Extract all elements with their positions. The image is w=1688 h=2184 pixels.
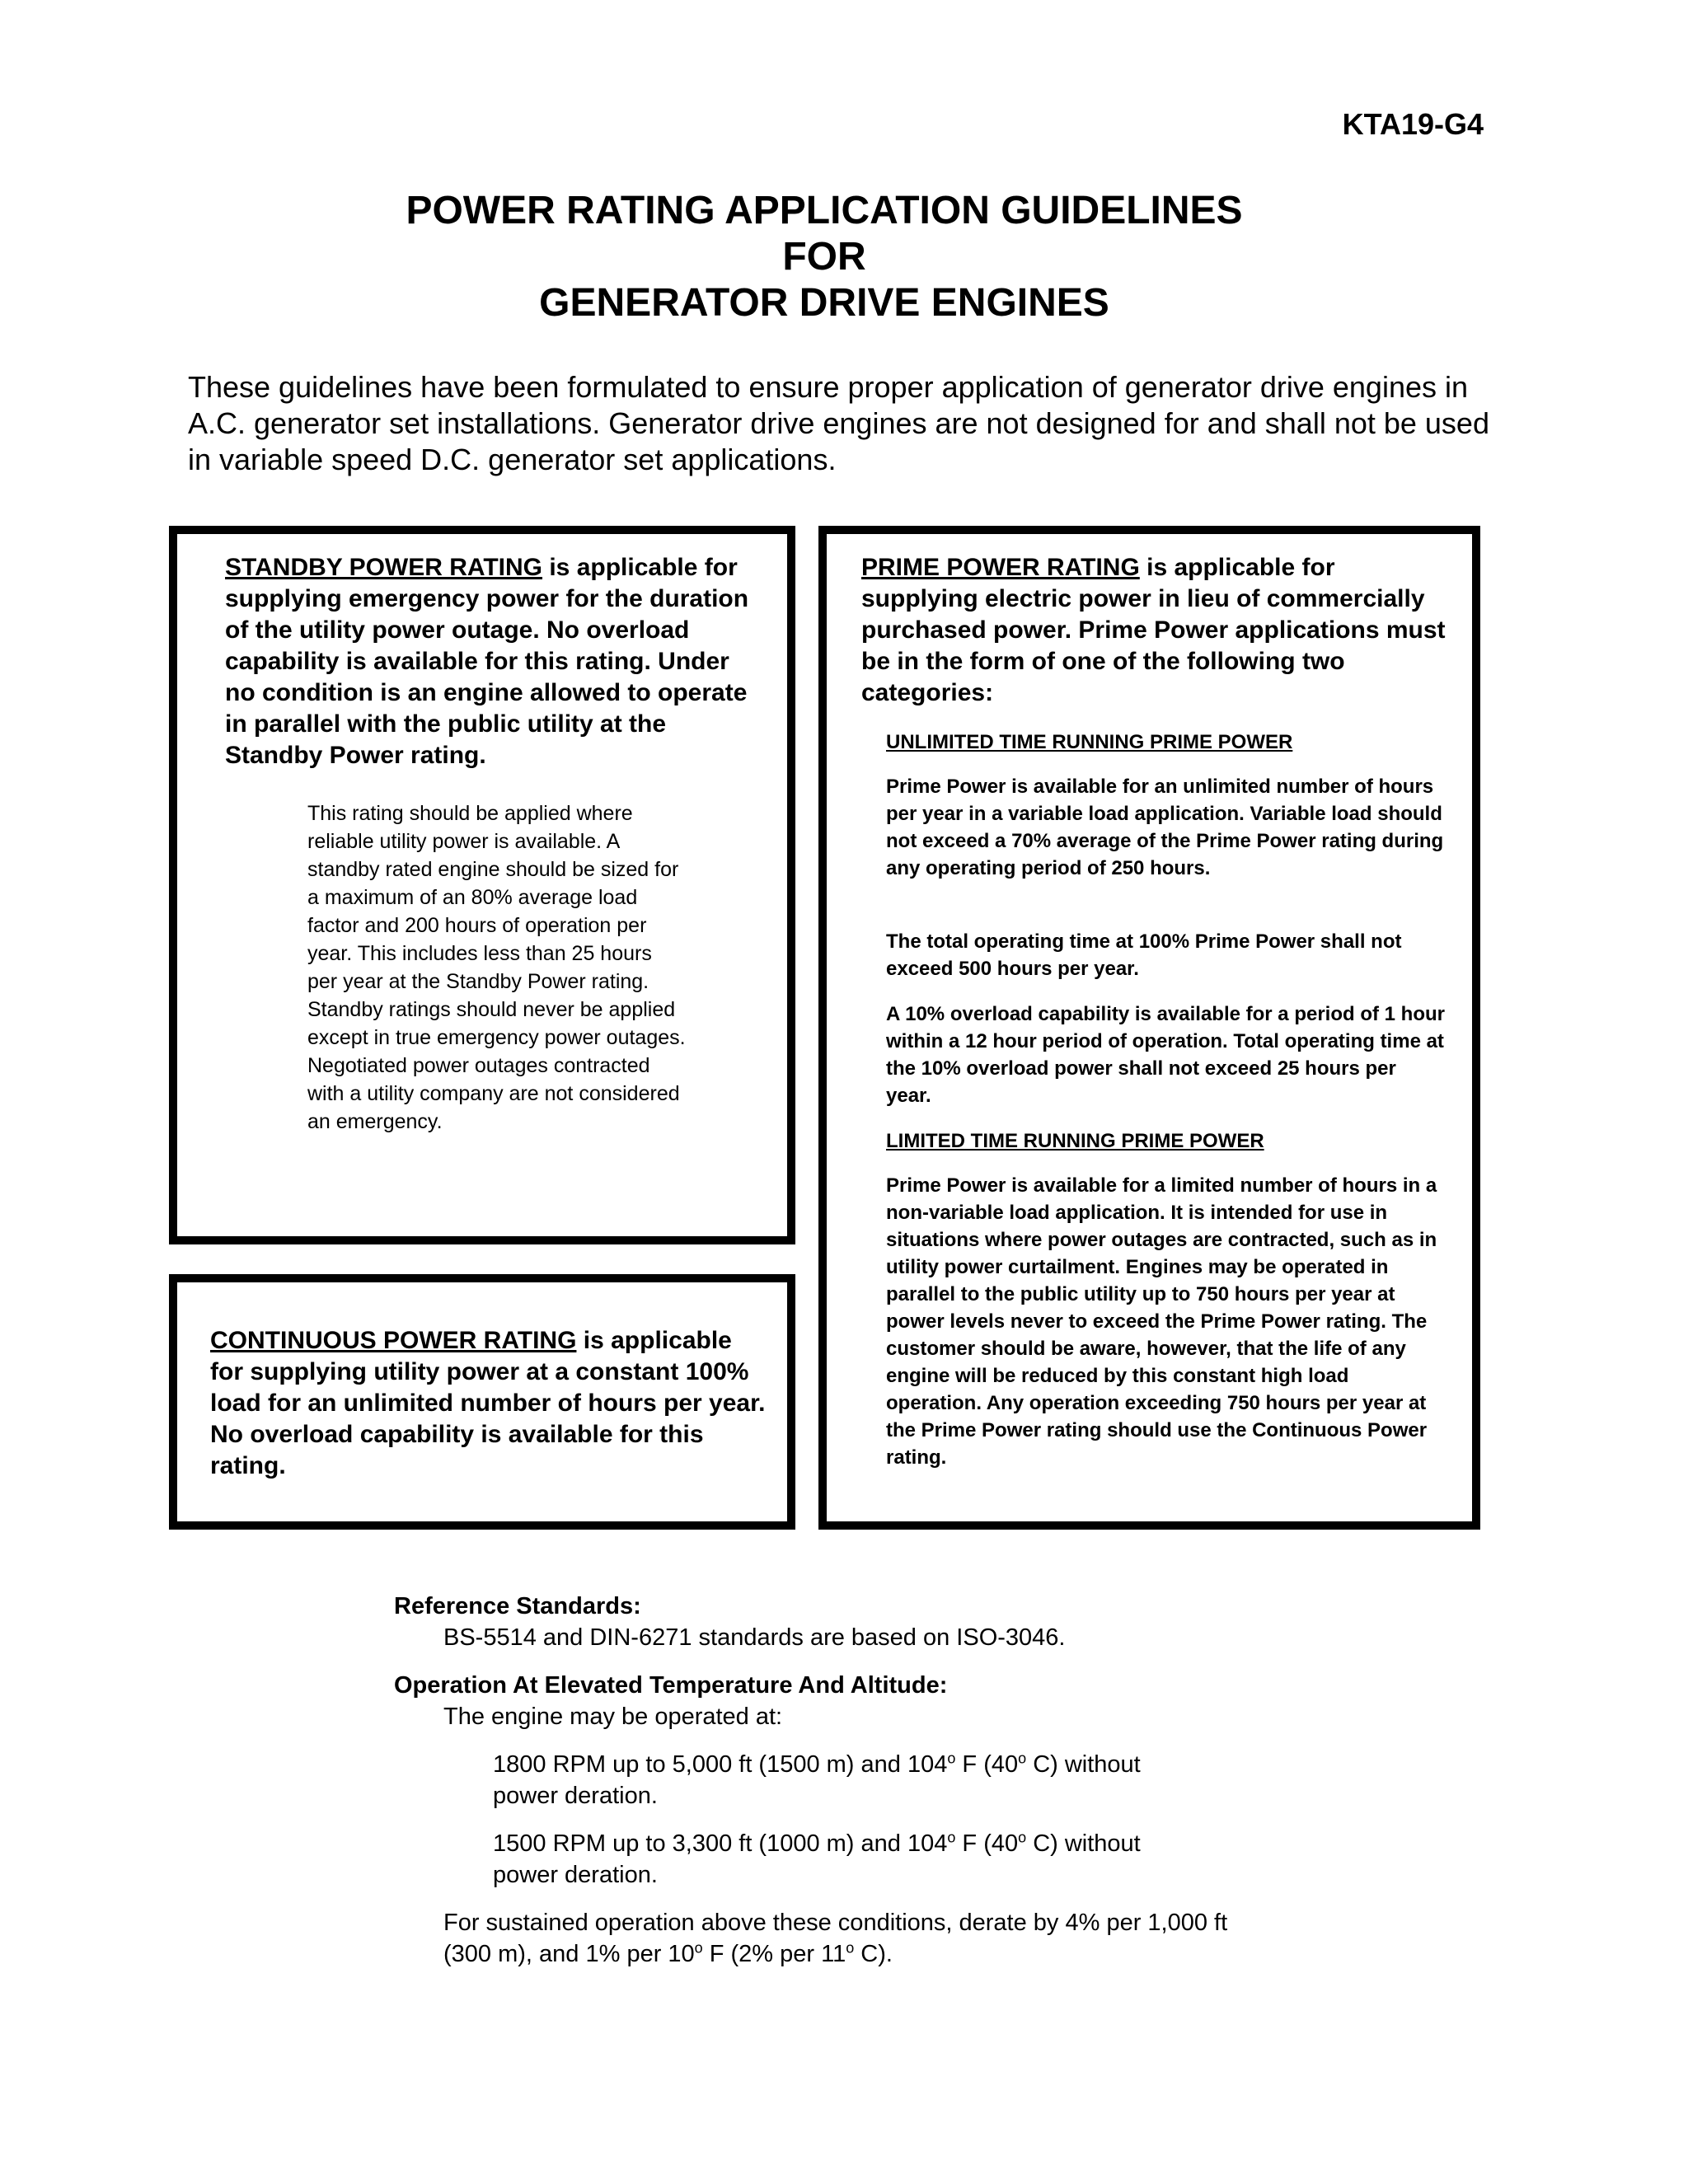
elevated-item-2: 1500 RPM up to 3,300 ft (1000 m) and 104$^o$ F (40$^o$ C) without	[493, 1829, 1141, 1857]
continuous-rating-box	[169, 1274, 795, 1530]
title-line-3: GENERATOR DRIVE ENGINES	[539, 281, 1109, 325]
standby-heading: STANDBY POWER RATING	[225, 554, 543, 581]
standby-lead-text: is applicable for supplying emergency power for the duration of the utility power outage. No overload capability is available for this rating. Under no condition is an engine allowed to operate in parallel with the public utility at the Standby Power rating.	[225, 554, 749, 769]
limited-heading: LIMITED TIME RUNNING PRIME POWER	[886, 1130, 1264, 1152]
sustained-operation-line-1: For sustained operation above these conditions, derate by 4% per 1,000 ft	[443, 1910, 1228, 1936]
prime-heading: PRIME POWER RATING	[861, 554, 1140, 581]
elevated-item-1-cont: power deration.	[493, 1783, 658, 1809]
continuous-lead	[210, 1325, 771, 1482]
sustained-operation-line-2: (300 m), and 1% per 10$^o$ F (2% per 11$^o$ C).	[443, 1939, 893, 1967]
title-line-2: FOR	[782, 235, 866, 279]
model-code: KTA19-G4	[1342, 107, 1484, 141]
page-title	[0, 188, 1648, 326]
standby-lead	[225, 552, 753, 771]
unlimited-paragraph-1: Prime Power is available for an unlimited number of hours per year in a variable load application. Variable load should not exceed a 70% average of the Prime Power rating during any operating period of 250 hours.	[886, 776, 1444, 879]
standby-detail: This rating should be applied where reliable utility power is available. A standby rated engine should be sized for a maximum of an 80% average load factor and 200 hours of operation per year. This includes less than 25 hours per year at the Standby Power rating. Standby ratings should never be applied except in true emergency power outages. Negotiated power outages contracted with a utility company are not considered an emergency.	[307, 802, 686, 1133]
reference-text: BS-5514 and DIN-6271 standards are based on ISO-3046.	[443, 1624, 1066, 1651]
reference-heading: Reference Standards:	[394, 1593, 641, 1619]
elevated-item-1: 1800 RPM up to 5,000 ft (1500 m) and 104$^o$ F (40$^o$ C) without	[493, 1750, 1141, 1778]
prime-lead	[861, 552, 1455, 709]
elevated-item-2-cont: power deration.	[493, 1862, 658, 1888]
continuous-heading: CONTINUOUS POWER RATING	[210, 1327, 577, 1354]
continuous-lead-text: is applicable for supplying utility power at a constant 100% load for an unlimited number of hours per year. No overload capability is available for this rating.	[210, 1327, 766, 1479]
unlimited-paragraph-3: A 10% overload capability is available for a period of 1 hour within a 12 hour period of operation. Total operating time at the 10% overload power shall not exceed 25 hours per year.	[886, 1003, 1445, 1107]
unlimited-paragraph-2: The total operating time at 100% Prime Power shall not exceed 500 hours per year.	[886, 930, 1402, 980]
elevated-intro: The engine may be operated at:	[443, 1704, 783, 1730]
reference-section	[394, 1591, 1383, 1970]
intro-paragraph: These guidelines have been formulated to ensure proper application of generator drive engines in A.C. generator set installations. Generator drive engines are not designed for and shall not be used in variable speed D.C. generator set applications.	[188, 370, 1489, 476]
standby-rating-box	[169, 526, 795, 1244]
unlimited-heading: UNLIMITED TIME RUNNING PRIME POWER	[886, 731, 1293, 753]
prime-lead-text: is applicable for supplying electric power in lieu of commercially purchased power. Prime Power applications must be in the form of one of the following two categories:	[861, 554, 1446, 706]
prime-rating-box	[818, 526, 1480, 1530]
elevated-heading: Operation At Elevated Temperature And Altitude:	[394, 1672, 948, 1699]
title-line-1: POWER RATING APPLICATION GUIDELINES	[406, 189, 1243, 232]
limited-paragraph: Prime Power is available for a limited number of hours in a non-variable load application. It is intended for use in situations where power outages are contracted, such as in utility power curtailment. Engines may be operated in parallel to the public utility up to 750 hours per year at power levels never to exceed the Prime Power rating. The customer should be aware, however, that the life of any engine will be reduced by this constant high load operation. Any operation exceeding 750 hours per year at the Prime Power rating should use the Continuous Power rating.	[886, 1174, 1437, 1469]
